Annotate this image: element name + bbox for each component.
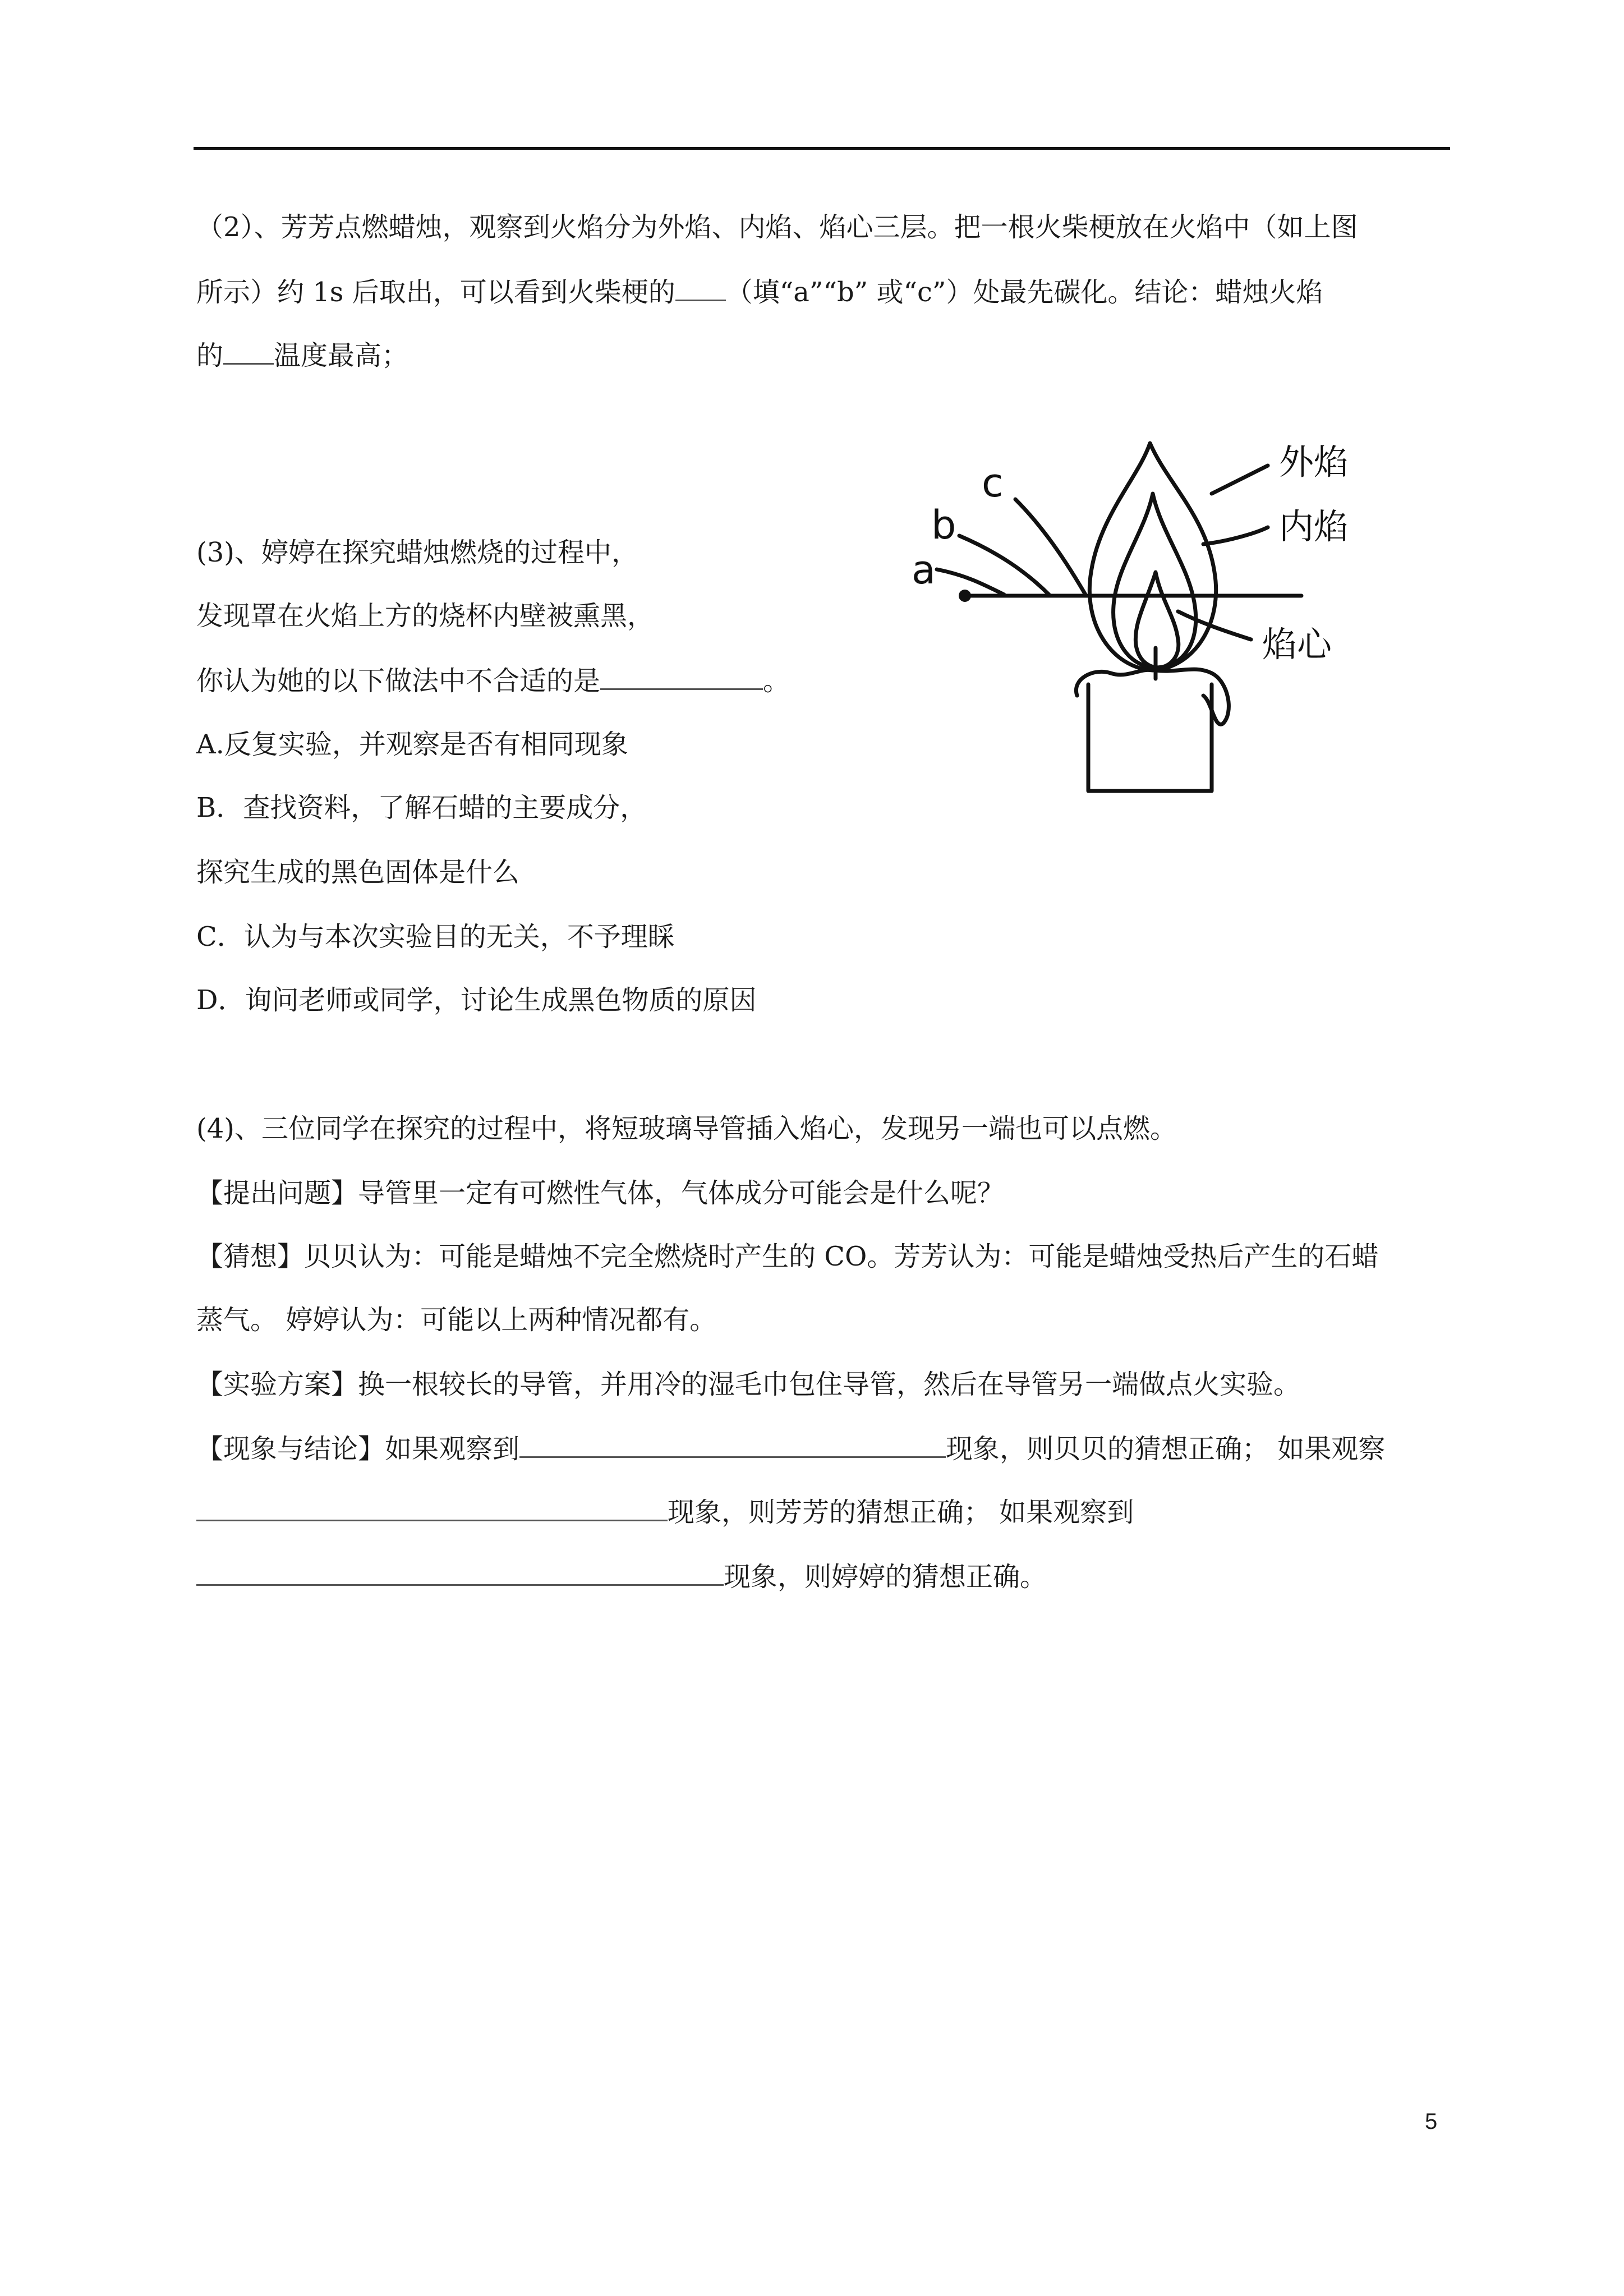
answer-blank-5[interactable] <box>196 1495 668 1521</box>
label-c: c <box>982 460 1004 506</box>
answer-blank-6[interactable] <box>196 1559 724 1586</box>
q3-line3-a: 你认为她的以下做法中不合适的是 <box>196 665 601 697</box>
q4-guess-line2: 蒸气。 婷婷认为：可能以上两种情况都有。 <box>196 1304 717 1336</box>
q4-result-line3 <box>196 1559 1047 1594</box>
melted-wax <box>1076 669 1229 724</box>
plan-text: 换一根较长的导管，并用冷的湿毛巾包住导管，然后在导管另一端做点火实验。 <box>358 1369 1301 1400</box>
question-tag: 【提出问题】 <box>196 1177 358 1209</box>
result-text-2b: 现象，则芳芳的猜想正确； 如果观察到 <box>668 1497 1134 1528</box>
result-text-1a: 如果观察到 <box>385 1433 520 1465</box>
label-a: a <box>912 547 936 593</box>
result-tag: 【现象与结论】 <box>196 1433 385 1465</box>
answer-blank-1[interactable] <box>675 275 726 301</box>
q3-option-a: A.反复实验，并观察是否有相同现象 <box>196 729 628 760</box>
result-text-3b: 现象，则婷婷的猜想正确。 <box>724 1561 1047 1593</box>
q3-line3 <box>196 664 790 698</box>
q3-option-c: C．认为与本次实验目的无关，不予理睬 <box>196 921 675 953</box>
q3-option-d: D．询问老师或同学，讨论生成黑色物质的原因 <box>196 984 757 1016</box>
q3-line3-b: 。 <box>763 665 790 697</box>
guess-tag: 【猜想】 <box>196 1241 305 1272</box>
q2-line2-a: 所示）约 1s 后取出，可以看到火柴梗的 <box>196 277 675 308</box>
answer-blank-3[interactable] <box>600 664 763 690</box>
guess-text-1: 贝贝认为：可能是蜡烛不完全燃烧时产生的 CO。芳芳认为：可能是蜡烛受热后产生的石蜡 <box>304 1241 1379 1272</box>
q3-option-b-line2: 探究生成的黑色固体是什么 <box>196 857 520 888</box>
label-inner-flame: 内焰 <box>1279 506 1349 547</box>
q4-guess-line1 <box>196 1240 1378 1273</box>
q4-question <box>196 1176 1004 1210</box>
answer-blank-2[interactable] <box>223 338 274 365</box>
header-rule <box>194 147 1450 150</box>
result-text-1b: 现象，则贝贝的猜想正确； 如果观察 <box>946 1433 1386 1465</box>
q4-plan <box>196 1368 1300 1401</box>
candle-flame-figure <box>875 432 1414 802</box>
q2-line3-a: 的 <box>196 340 224 371</box>
candle-body <box>1088 684 1212 791</box>
label-b: b <box>931 502 956 548</box>
outer-flame <box>1089 443 1216 670</box>
q2-line3 <box>196 338 408 372</box>
q2-line2 <box>196 275 1323 309</box>
answer-blank-4[interactable] <box>519 1432 946 1458</box>
q4-line1: (4)、三位同学在探究的过程中，将短玻璃导管插入焰心，发现另一端也可以点燃。 <box>196 1113 1177 1144</box>
label-outer-flame: 外焰 <box>1279 441 1349 482</box>
label-flame-core: 焰心 <box>1262 624 1332 665</box>
plan-tag: 【实验方案】 <box>196 1369 358 1400</box>
q2-line3-b: 温度最高； <box>274 340 409 371</box>
q3-line1: (3)、婷婷在探究蜡烛燃烧的过程中， <box>196 537 638 568</box>
q4-result-line2 <box>196 1495 1134 1529</box>
question-text: 导管里一定有可燃性气体，气体成分可能会是什么呢？ <box>358 1177 1005 1209</box>
q4-result-line1 <box>196 1432 1385 1466</box>
q3-option-b-line1: B．查找资料，了解石蜡的主要成分， <box>196 792 647 823</box>
q3-line2: 发现罩在火焰上方的烧杯内壁被熏黑， <box>196 600 655 632</box>
q2-line2-b: （填“a”“b” 或“c”）处最先碳化。结论：蜡烛火焰 <box>725 277 1323 308</box>
page-number: 5 <box>1425 2109 1438 2134</box>
q2-line1: （2）、芳芳点燃蜡烛，观察到火焰分为外焰、内焰、焰心三层。把一根火柴梗放在火焰中（如上图 <box>196 211 1358 243</box>
